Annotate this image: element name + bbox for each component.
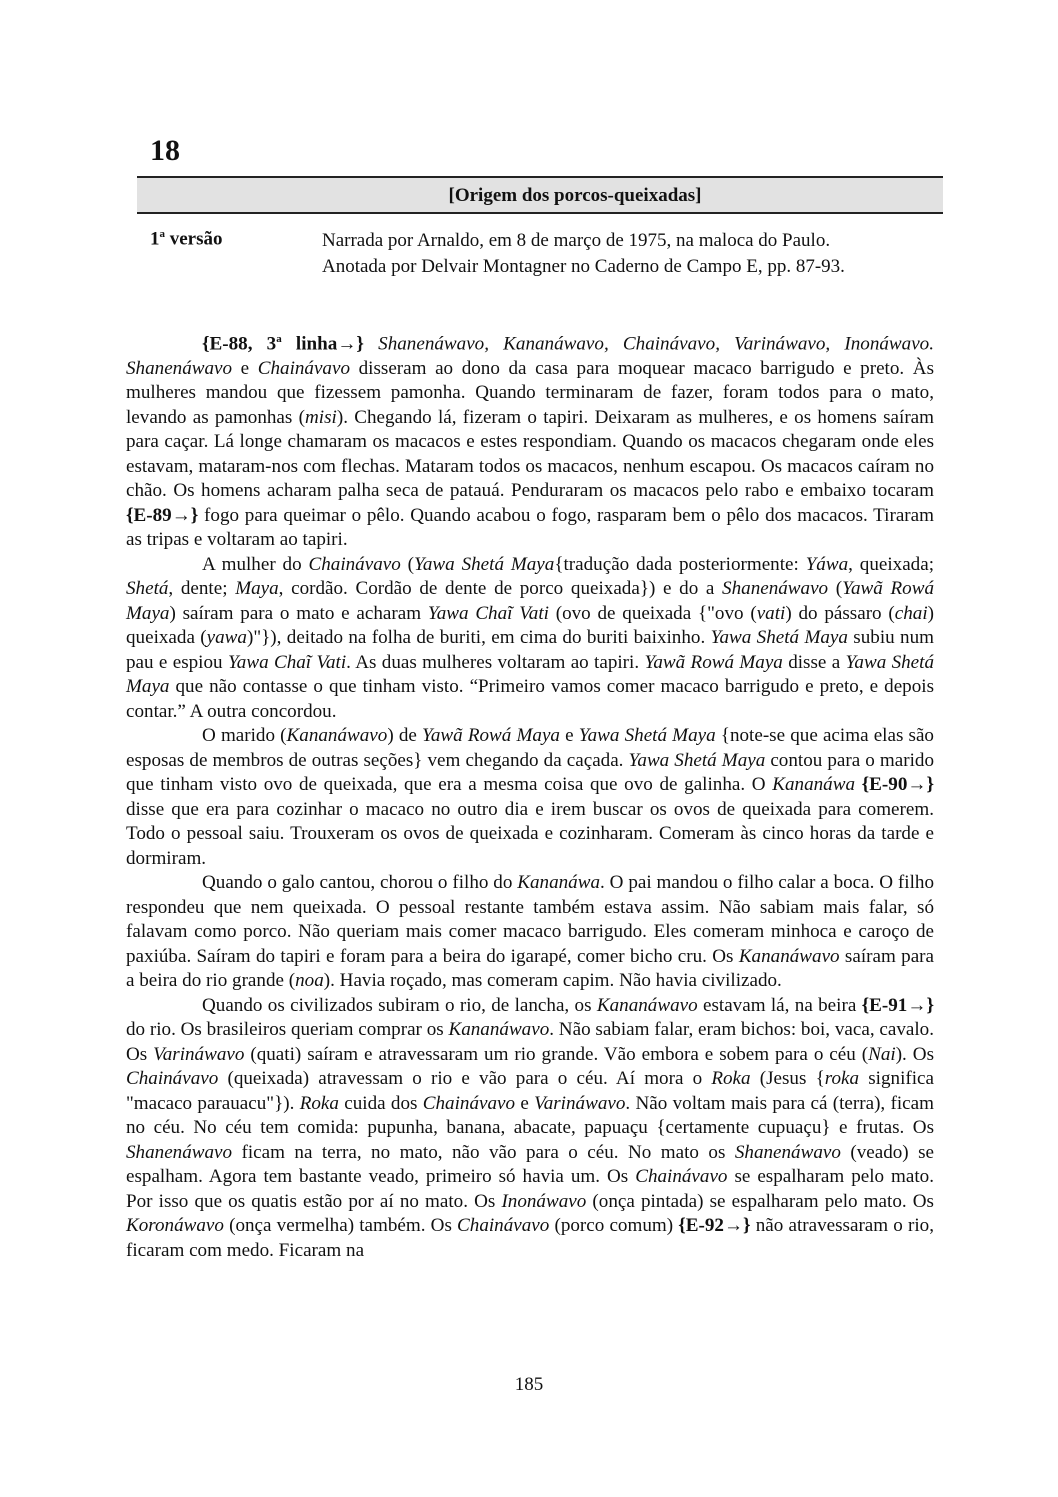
italic-term: Yáwa (805, 553, 849, 575)
body-paragraph (126, 553, 934, 725)
italic-term: noa (295, 970, 324, 992)
italic-term: Shanenáwavo (734, 1141, 841, 1163)
page-reference: {E-92→} (678, 1215, 751, 1237)
page-reference: linha→} (281, 333, 364, 355)
text-run: ) queixada ( (126, 602, 934, 649)
text-run: ( (400, 553, 415, 575)
text-run: cuida dos (338, 1092, 423, 1114)
italic-term: Chainávavo (635, 1166, 728, 1188)
body-text (126, 327, 934, 1263)
text-run: , queixada; (848, 553, 934, 575)
italic-term: Yawa Chaĩ Vati (427, 602, 549, 624)
text-run: , dente; (168, 578, 236, 600)
text-run: , cordão. Cordão de dente de porco queixada}) e do a (278, 578, 723, 600)
version-label (150, 228, 223, 250)
text-run: e (559, 725, 579, 747)
text-run: A mulher do (202, 553, 309, 575)
text-run: . As duas mulheres voltaram ao tapiri. (346, 651, 645, 673)
title-bar (137, 176, 943, 214)
text-run: significa "macaco parauacu"}). (126, 1068, 934, 1114)
text-run: Quando o galo cantou, chorou o filho do (202, 872, 518, 894)
text-run: que não contasse o que tinham visto. “Primeiro vamos comer macaco barrigudo e preto, e depois contar.” A outra concordou. (126, 676, 934, 722)
text-run: (onça pintada) se espalharam pelo mato. Os (586, 1190, 934, 1212)
version-label-ordinal: a (159, 228, 165, 240)
text-run: (queixada) atravessam o rio e vão para o céu. Aí mora o (218, 1068, 712, 1090)
text-run: (Jesus { (750, 1068, 825, 1090)
version-label-number: 1 (150, 228, 160, 250)
text-run: (porco comum) (549, 1215, 679, 1237)
italic-term: Koronáwavo (126, 1215, 224, 1237)
italic-term: Yawã Rowá Maya (644, 651, 783, 673)
italic-term: Shanenáwavo, Kananáwavo, Chainávavo, Varináwavo, Inonáwavo. (378, 333, 934, 355)
text-run: {tradução dada posteriormente: (554, 553, 806, 575)
page-reference: {E-89→} (126, 504, 199, 526)
italic-term: Yawa Shetá Maya (628, 749, 766, 771)
version-label-word: versão (165, 228, 223, 250)
text-run (855, 774, 862, 795)
text-run: ficam na terra, no mato, não vão para o céu. No mato os (232, 1141, 735, 1163)
italic-term: Inonáwavo (501, 1190, 587, 1212)
italic-term: Yawa Shetá Maya (414, 553, 555, 575)
text-run: O marido ( (202, 725, 287, 747)
italic-term: Maya (235, 578, 279, 600)
text-run: ) de (387, 725, 422, 747)
italic-term: yawa (206, 627, 247, 649)
text-run: do rio. Os brasileiros queriam comprar os (126, 1019, 449, 1041)
text-run: fogo para queimar o pêlo. Quando acabou o fogo, rasparam bem o pêlo dos macacos. Tiraram as tripas e voltaram ao tapiri. (126, 504, 934, 551)
text-run: disse que era para cozinhar o macaco no outro dia e irem buscar os ovos de queixada para comerem. Todo o pessoal saiu. Trouxeram os ovos de queixada e cozinharam. Comeram às cinco horas da tarde e dormiram. (126, 798, 934, 869)
italic-term: Yawã Rowá Maya (126, 578, 934, 624)
body-paragraph (126, 327, 934, 553)
italic-term: Yawa Shetá Maya (710, 627, 848, 649)
italic-term: Varináwavo (153, 1043, 245, 1065)
text-run: estavam lá, na beira (697, 994, 862, 1016)
text-run: não atravessaram o rio, ficaram com medo. Ficaram na (126, 1215, 934, 1261)
version-annotation-line: Anotada por Delvair Montagner no Caderno de Campo E, pp. 87-93. (322, 256, 845, 277)
text-run: (ovo de queixada {"ovo ( (548, 602, 757, 624)
text-run: ( (828, 578, 843, 600)
italic-term: Chainávavo (422, 1092, 516, 1114)
body-paragraph (126, 871, 934, 994)
italic-term: vati (756, 602, 786, 624)
italic-term: chai (894, 602, 928, 624)
text-run: ) do pássaro ( (785, 602, 895, 624)
italic-term: Kananáwavo (596, 994, 698, 1016)
text-run: e (515, 1092, 535, 1114)
body-paragraph (126, 724, 934, 871)
page-reference: {E-88, 3 (202, 333, 277, 355)
chapter-title: [Origem dos porcos-queixadas] (448, 185, 702, 206)
italic-term: Kananáwavo (448, 1019, 550, 1041)
text-run: saíram para a beira do rio grande ( (126, 945, 935, 992)
text-run: disse a (782, 651, 846, 673)
italic-term: Shanenáwavo (126, 1141, 233, 1163)
text-run: se espalharam pelo mato. Por isso que os quatis estão por aí no mato. Os (126, 1166, 935, 1212)
text-run: disseram ao dono da casa para moquear macaco barrigudo e preto. Às mulheres mandou que fizessem pamonha. Quando terminaram de fazer, foram todos para o mato, levando as pamonhas ( (126, 357, 934, 428)
italic-term: Yawa Chaĩ Vati (227, 651, 347, 673)
text-run: ). Os (895, 1043, 934, 1065)
italic-term: Shanenáwavo (722, 578, 829, 600)
text-run: subiu num pau e espiou (126, 627, 934, 673)
italic-term: Shetá (126, 578, 169, 600)
text-run: ) saíram para o mato e acharam (169, 602, 428, 624)
italic-term: Nai (868, 1043, 896, 1065)
italic-term: Kananáwavo (286, 725, 388, 747)
text-run: contou para o marido que tinham visto ovo de queixada, que era a mesma coisa que ovo de galinha. O (126, 749, 934, 796)
italic-term: Roka (299, 1092, 339, 1114)
italic-term: Kananáwa (517, 872, 601, 894)
text-run: (quati) saíram e atravessaram um rio grande. Vão embora e sobem para o céu ( (244, 1043, 869, 1065)
text-run: . Não sabiam falar, eram bichos: boi, vaca, cavalo. Os (126, 1019, 934, 1065)
italic-term: misi (305, 406, 337, 428)
text-run: . O pai mandou o filho calar a boca. O filho respondeu que nem queixada. O pessoal restante também estava assim. Não sabiam mais falar, só falavam como porco. Não queriam mais comer macaco barrigudo. Eles comeram minhoca e caroço de paxiúba. Saíram do tapiri e foram para a beira do igarapé, comer bicho cru. Os (126, 872, 934, 967)
page-reference: {E-91→} (861, 994, 934, 1016)
italic-term: Yawa Shetá Maya (578, 725, 716, 747)
italic-term: Chainávavo (308, 553, 401, 575)
text-run: Quando os civilizados subiram o rio, de lancha, os (202, 994, 597, 1016)
page-reference: {E-90→} (861, 774, 934, 796)
version-narration-line: Narrada por Arnaldo, em 8 de março de 1975, na maloca do Paulo. (322, 230, 831, 251)
page-reference: a (276, 333, 282, 345)
text-run: (veado) se espalham. Agora tem bastante veado, primeiro só havia um. Os (126, 1141, 935, 1188)
body-paragraph (126, 994, 934, 1264)
italic-term: Yawa Shetá Maya (126, 651, 935, 698)
italic-term: Chainávavo (126, 1068, 219, 1090)
text-run: (onça vermelha) também. Os (223, 1215, 458, 1237)
italic-term: Shanenáwavo (126, 357, 233, 379)
text-run (364, 333, 378, 354)
text-run: )"}), deitado na folha de buriti, em cima do buriti baixinho. (246, 627, 711, 649)
italic-term: roka (824, 1068, 860, 1090)
italic-term: Kananáwa (772, 774, 855, 796)
version-info (322, 228, 845, 280)
italic-term: Chainávavo (257, 357, 351, 379)
italic-term: Kananáwavo (738, 945, 840, 967)
text-run: ). Chegando lá, fizeram o tapiri. Deixaram as mulheres, e os homens saíram para caçar. Lá longe chamaram os macacos e estes respondiam. Quando os macacos chegaram onde eles estavam, mataram-nos com flechas. Mataram todos os macacos, nenhum escapou. Os macacos caíram no chão. Os homens acharam palha seca de patauá. Penduraram os macacos pelo rabo e embaixo tocaram (126, 406, 935, 502)
page-number: 185 (514, 1374, 544, 1395)
text-run: {note-se que acima elas são esposas de membros de outras seções} vem chegando da caçada. (126, 725, 934, 771)
italic-term: Chainávavo (457, 1215, 550, 1237)
text-run: e (232, 357, 258, 379)
italic-term: Yawã Rowá Maya (422, 725, 560, 747)
text-run: ). Havia roçado, mas comeram capim. Não havia civilizado. (323, 970, 782, 992)
text-run: . Não voltam mais para cá (terra), ficam no céu. No céu tem comida: pupunha, banana, abacate, papuaçu {certamente cupuaçu} e frutas. Os (126, 1092, 934, 1139)
italic-term: Roka (711, 1068, 751, 1090)
chapter-number: 18 (150, 134, 180, 167)
italic-term: Varináwavo (534, 1092, 626, 1114)
